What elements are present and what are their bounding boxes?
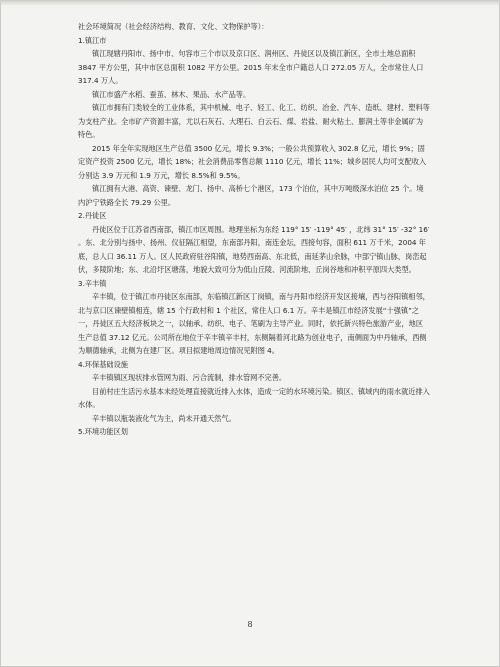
- paragraph: 镇江市拥有门类较全的工业体系，其中机械、电子、轻工、化工、纺织、冶金、汽车、造纸、建材、塑料等为支柱产业。全市矿产资源丰富，尤以石灰石、大理石、白云石、煤、岩盐、耐火粘土、膨润土等非金属矿为特色。: [78, 103, 430, 139]
- paragraph: 辛丰镇，位于镇江市丹徒区东南部，东临镇江新区丁岗镇，南与丹阳市经济开发区接壤，西与谷阳镇相邻，北与京口区谏壁镇相连，辖 15 个行政村和 1 个社区，常住人口 6.1 万。辛丰是镇江市经济发展“十强镇”之一，丹徒区五大经济板块之一，以轴承、纺织、电子、笔刷为主导产业。同时，依托新兴特色旅游产业，地区生产总值 37.12 亿元。公司所在地位于辛丰镇辛丰村，东侧隔着河北路为创业电子，南侧面为中丹轴承，西侧为顺德轴承，北侧为在建厂区。项目拟建地周边情况见附图 4。: [78, 292, 430, 355]
- section-heading-xinfeng: 3.辛丰镇: [78, 278, 107, 288]
- section-heading-zoning: 5.环境功能区划: [78, 427, 128, 436]
- page-number: 8: [247, 620, 253, 629]
- paragraph: 2015 年全年实现地区生产总值 3500 亿元，增长 9.3%；一般公共预算收入 302.8 亿元，增长 9%；固定资产投资 2500 亿元，增长 18%；社会消费品零售总额 1110 亿元，增长 11%；城乡居民人均可支配收入分别达 3.9 万元和 1.9 万元，增长 8.5%和 9.5%。: [78, 143, 427, 180]
- document-body: [78, 20, 430, 439]
- paragraph: 镇江市盛产水稻、蚕茧、林木、果品、水产品等。: [92, 89, 251, 99]
- paragraph: 辛丰镇以瓶装液化气为主，尚未开通天然气。: [92, 413, 236, 423]
- paragraph: 丹徒区位于江苏省西南部，镇江市区周围。地理坐标为东经 119° 15′ -119° 45′ ，北纬 31° 15′ -32° 16′ 。东、北分别与扬中、扬州、仪征隔江相望，东南部丹阳，南连金坛，西接句容，面积 611 万千米，2004 年底，总人口 36.11 万人。区人民政府驻谷阳镇，地势西南高、东北低，南延茅山余脉，中部宁镇山脉，岗峦起伏，多陵阶地；东、北沿圩区塘荡，地貌大致可分为低山丘陵、河流阶地、丘岗谷地和冲积平原四大类型。: [78, 224, 430, 274]
- paragraph: 辛丰镇镇区现状排水管网为雨、污合流制，排水管网不完善。: [92, 373, 287, 382]
- scan-top-shadow: [0, 0, 500, 6]
- section-heading-infrastructure: 4.环保基础设施: [78, 359, 128, 369]
- section-heading-dantu: 2.丹徒区: [78, 211, 107, 220]
- paragraph: 镇江拥有大港、高资、谏壁、龙门、扬中、高桥七个港区，173 个泊位，其中万吨级深水泊位 25 个。境内沪宁铁路全长 79.29 公里。: [78, 184, 424, 207]
- paragraph: 目前村庄生活污水基本未经处理直接就近排入水体，造成一定的水环境污染。镇区、镇域内的雨水就近排入水体。: [78, 386, 430, 409]
- paragraph: 镇江现辖丹阳市、扬中市、句容市三个市以及京口区、润州区、丹徒区以及镇江新区，全市土地总面积 3847 平方公里，其中市区总面积 1082 平方公里。2015 年末全市户籍总人口 272.05 万人，全市常住人口 317.4 万人。: [78, 49, 424, 85]
- section-heading-zhenjiang: 1.镇江市: [78, 35, 107, 45]
- section-intro: 社会环境简况（社会经济结构、教育、文化、文物保护等）：: [78, 22, 269, 31]
